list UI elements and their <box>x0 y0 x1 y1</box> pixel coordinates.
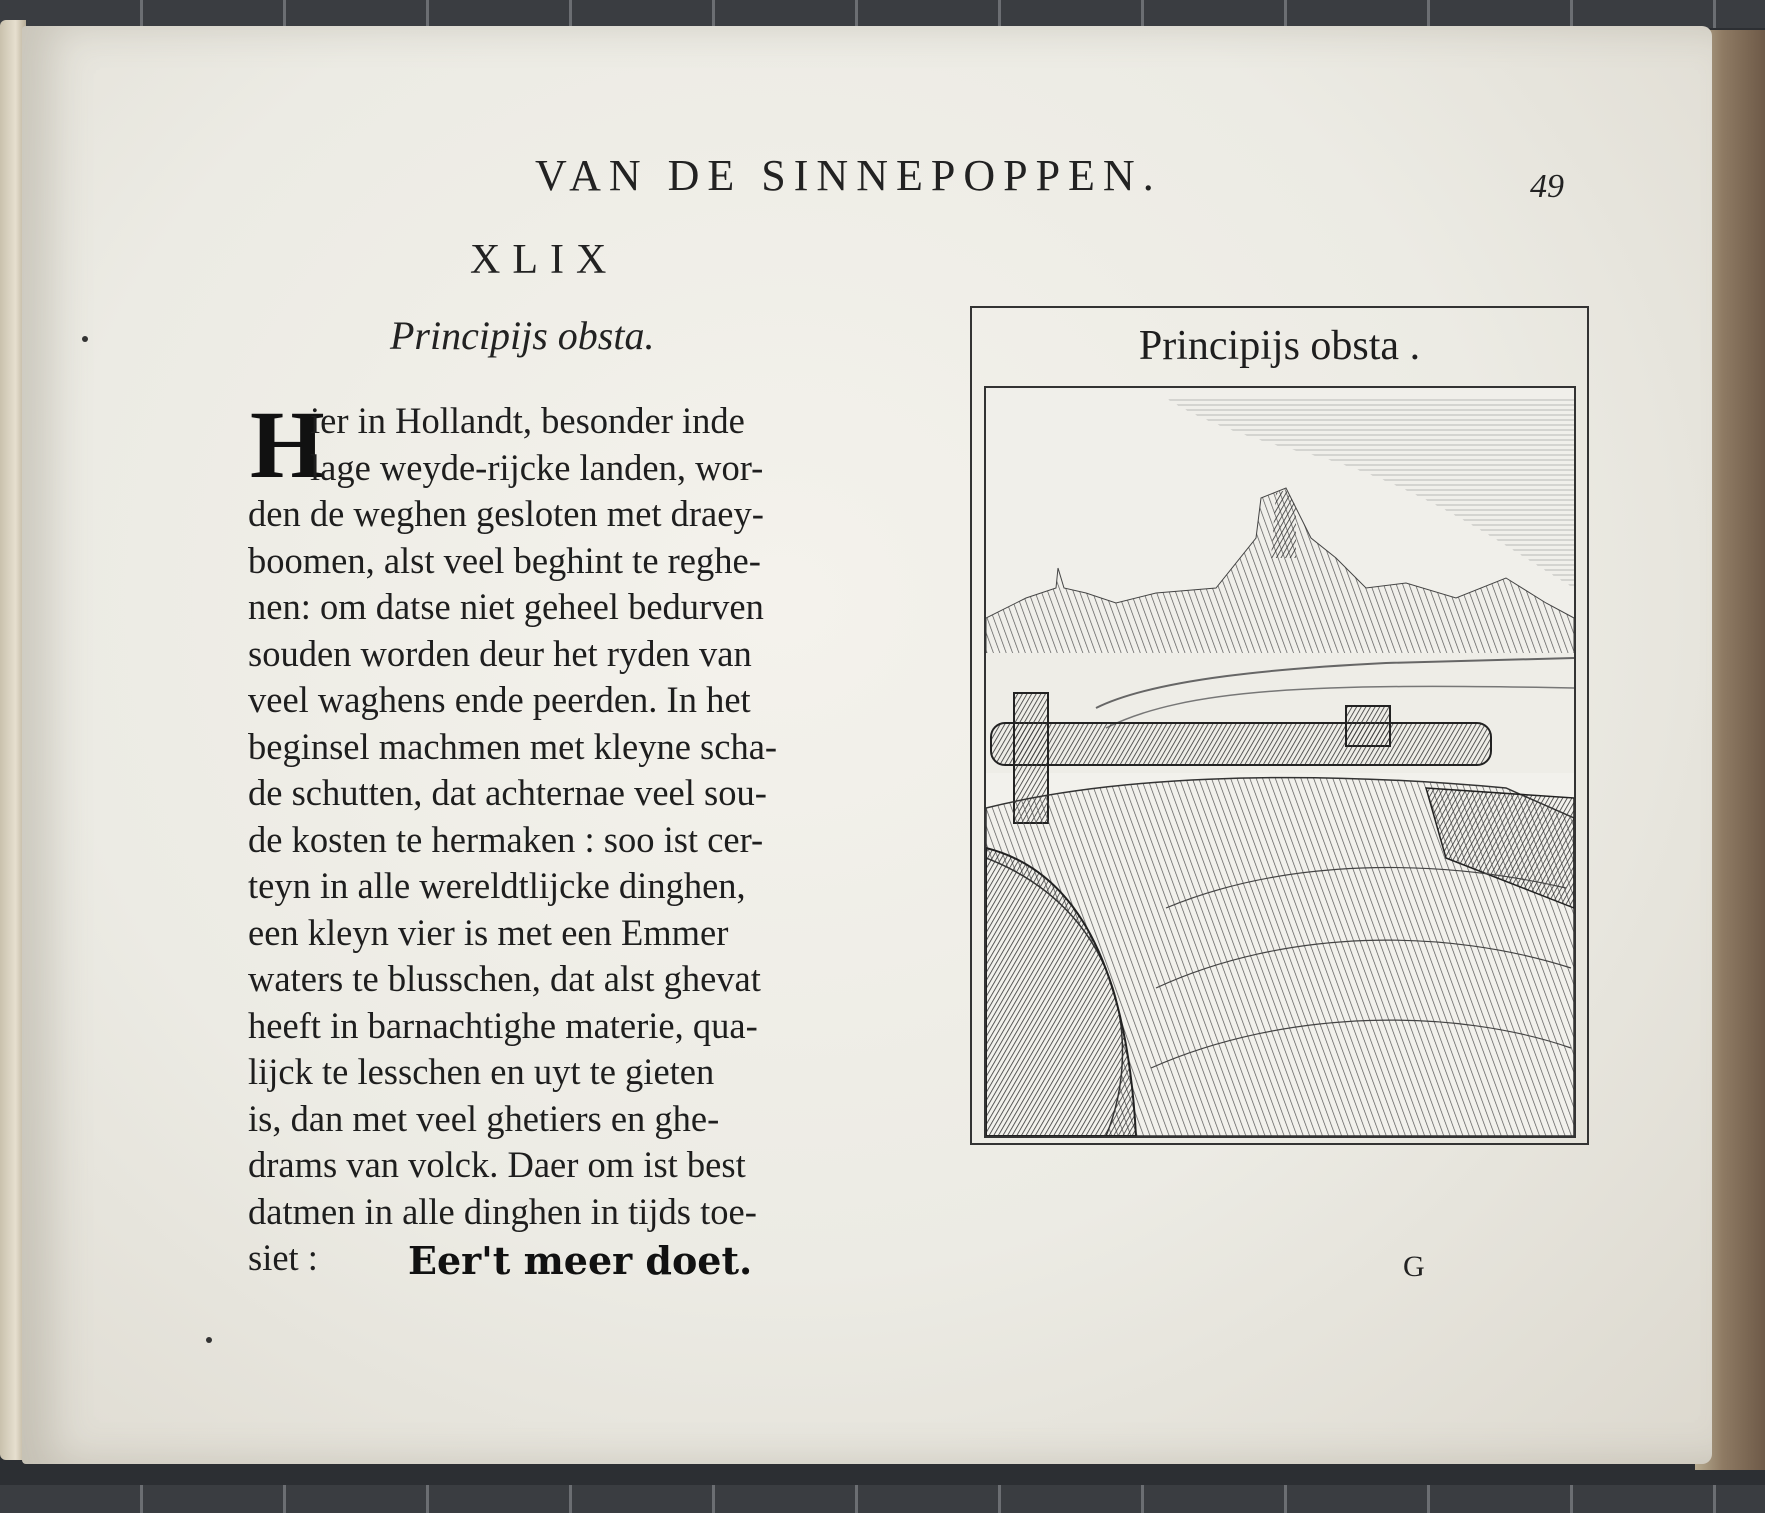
emblem-motto: Principijs obsta . <box>1138 323 1421 369</box>
emblem-plate <box>970 306 1589 1145</box>
signature-mark: G <box>1403 1250 1425 1283</box>
text-line: teyn in alle wereldtlijcke dinghen, <box>248 865 746 906</box>
text-line: een kleyn vier is met een Emmer <box>248 911 729 953</box>
text-motto: Principijs obsta. <box>390 313 655 358</box>
background-grid-top <box>0 0 1765 28</box>
paper-speck <box>82 336 88 342</box>
text-line: souden worden deur het ryden van <box>248 632 752 674</box>
text-line: heeft in barnachtighe materie, qua- <box>248 1004 758 1046</box>
text-line: boomen, alst veel beghint te reghe- <box>248 539 761 581</box>
body-text <box>248 391 863 1282</box>
running-head: VAN DE SINNEPOPPEN. <box>535 151 1162 200</box>
text-line: beginsel machmen met kleyne scha- <box>248 725 778 767</box>
text-line: is, dan met veel ghetiers en ghe- <box>248 1097 720 1139</box>
text-line: den de weghen gesloten met draey- <box>248 493 764 534</box>
text-line: drams van volck. Daer om ist best <box>248 1144 746 1185</box>
drop-initial: H <box>250 391 325 498</box>
engraving-illustration <box>986 388 1574 1136</box>
text-line: datmen in alle dinghen in tijds toe- <box>248 1190 757 1232</box>
closing-motto: Eer't meer doet. <box>408 1238 753 1283</box>
emblem-number: XLIX <box>470 237 619 283</box>
text-line: de schutten, dat achternae veel sou- <box>248 772 767 813</box>
page-number: 49 <box>1530 168 1564 205</box>
text-line: ier in Hollandt, besonder inde <box>310 400 745 441</box>
text-line: lijck te lesschen en uyt te gieten <box>248 1051 715 1092</box>
paper-speck <box>206 1337 212 1343</box>
text-line: siet : <box>248 1237 318 1278</box>
text-line: veel waghens ende peerden. In het <box>248 679 751 720</box>
engraving-image <box>984 386 1576 1138</box>
background-grid-bottom <box>0 1485 1765 1513</box>
text-line: waters te blusschen, dat alst ghevat <box>248 958 761 999</box>
text-line: nen: om datse niet geheel bedurven <box>248 586 764 627</box>
text-line: de kosten te hermaken : soo ist cer- <box>248 818 764 860</box>
text-line: lage weyde-rijcke landen, wor- <box>310 446 764 488</box>
